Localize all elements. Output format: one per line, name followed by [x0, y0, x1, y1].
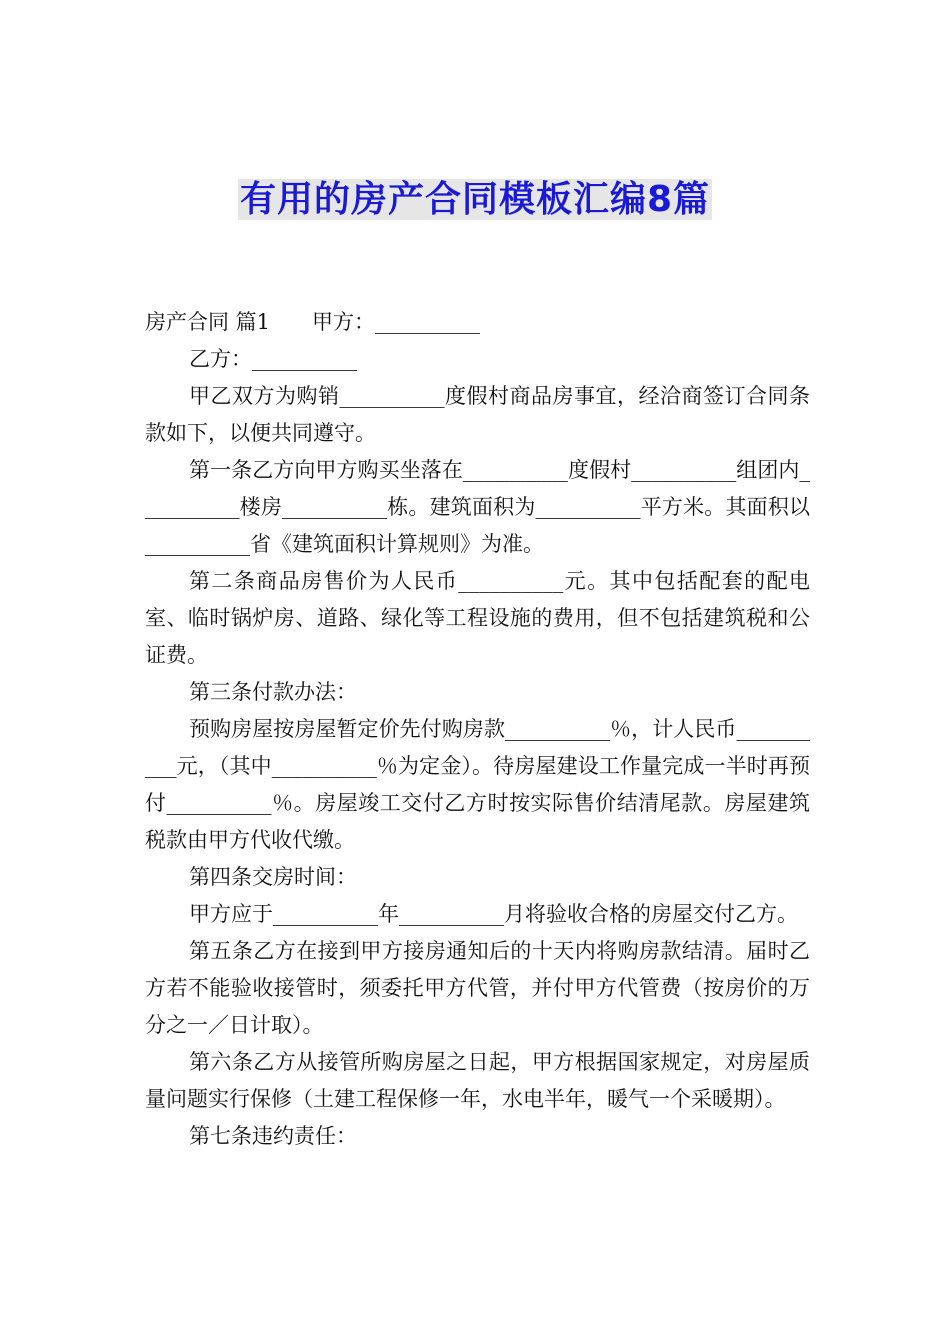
paragraph-article-2: 第二条商品房售价为人民币__________元。其中包括配套的配电室、临时锅炉房、道路、绿化等工程设施的费用，但不包括建筑税和公证费。 [145, 569, 810, 667]
page-title [0, 176, 950, 224]
paragraph-article-4-heading: 第四条交房时间： [189, 865, 357, 889]
paragraph-article-7-heading: 第七条违约责任： [189, 1124, 357, 1148]
paragraph-article-3-heading: 第三条付款办法： [189, 680, 357, 704]
paragraph-heading-party-a: 房产合同 篇1 甲方：__________ [145, 310, 481, 334]
paragraph-party-b: 乙方：__________ [189, 347, 357, 371]
document-body [145, 304, 810, 1155]
paragraph-article-5: 第五条乙方在接到甲方接房通知后的十天内将购房款结清。届时乙方若不能验收接管时，须委托甲方代管，并付甲方代管费（按房价的万分之一／日计取）。 [145, 939, 810, 1037]
paragraph-article-3-body: 预购房屋按房屋暂定价先付购房款__________％，计人民币__________元，（其中__________％为定金）。待房屋建设工作量完成一半时再预付__________％。房屋竣工交付乙方时按实际售价结清尾款。房屋建筑税款由甲方代收代缴。 [145, 717, 810, 852]
paragraph-preamble: 甲乙双方为购销__________度假村商品房事宜，经洽商签订合同条款如下，以便共同遵守。 [145, 384, 810, 445]
paragraph-article-1: 第一条乙方向甲方购买坐落在__________度假村__________组团内__________楼房__________栋。建筑面积为__________平方米。其面积以__________省《建筑面积计算规则》为准。 [145, 458, 810, 556]
paragraph-article-4-body: 甲方应于__________年__________月将验收合格的房屋交付乙方。 [189, 902, 798, 926]
paragraph-article-6: 第六条乙方从接管所购房屋之日起，甲方根据国家规定，对房屋质量问题实行保修（土建工程保修一年，水电半年，暖气一个采暖期）。 [145, 1050, 810, 1111]
page-title-text: 有用的房产合同模板汇编8篇 [239, 179, 711, 220]
